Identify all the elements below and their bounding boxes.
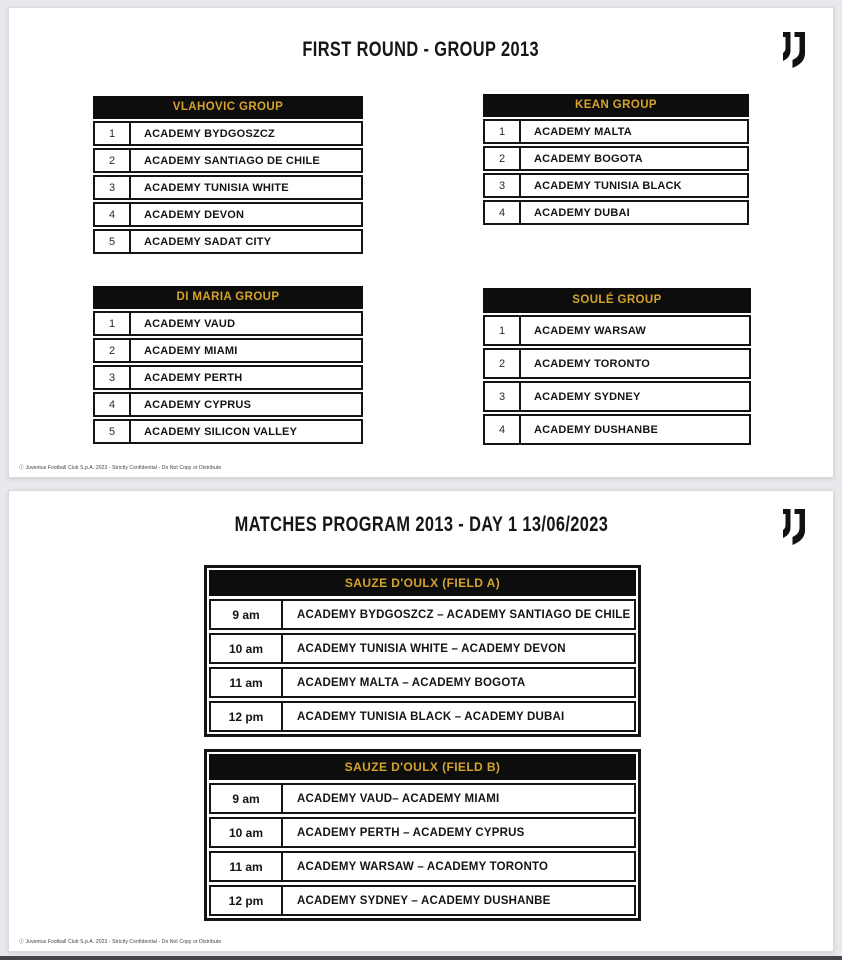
match-fixture: ACADEMY VAUD– ACADEMY MIAMI	[297, 792, 500, 805]
page-title	[9, 38, 833, 62]
table-row	[93, 202, 363, 227]
seed-number: 3	[95, 177, 131, 198]
team-name: ACADEMY PERTH	[144, 371, 243, 384]
seed-number: 2	[95, 340, 131, 361]
match-fixture: ACADEMY WARSAW – ACADEMY TORONTO	[297, 860, 549, 873]
team-name: ACADEMY TUNISIA WHITE	[144, 181, 289, 194]
confidentiality-footer: Ⓙ Juventus Football Club S.p.A. 2023 - Strictly Confidential - Do Not Copy or Distribute	[19, 939, 222, 945]
field-header: SAUZE D'OULX (FIELD B)	[209, 754, 636, 780]
seed-number: 1	[485, 121, 521, 142]
match-row	[209, 817, 636, 848]
match-fixture: ACADEMY TUNISIA WHITE – ACADEMY DEVON	[297, 642, 566, 655]
group-header: VLAHOVIC GROUP	[93, 96, 363, 119]
team-name: ACADEMY DUSHANBE	[534, 423, 659, 436]
match-fixture: ACADEMY TUNISIA BLACK – ACADEMY DUBAI	[297, 710, 565, 723]
match-row	[209, 667, 636, 698]
team-name: ACADEMY TUNISIA BLACK	[534, 179, 682, 192]
table-row	[93, 338, 363, 363]
table-row	[483, 200, 749, 225]
team-name: ACADEMY TORONTO	[534, 357, 651, 370]
team-name: ACADEMY MALTA	[534, 125, 632, 138]
team-name: ACADEMY BOGOTA	[534, 152, 643, 165]
team-name: ACADEMY DEVON	[144, 208, 245, 221]
match-fixture: ACADEMY SYDNEY – ACADEMY DUSHANBE	[297, 894, 551, 907]
schedule-table-field-b	[204, 749, 641, 921]
table-row	[483, 146, 749, 171]
match-fixture: ACADEMY BYDGOSZCZ – ACADEMY SANTIAGO DE CHILE	[297, 608, 631, 621]
table-row	[93, 365, 363, 390]
seed-number: 3	[485, 175, 521, 196]
group-table-kean	[483, 94, 749, 225]
group-table-soule	[483, 288, 751, 445]
schedule-table-field-a	[204, 565, 641, 737]
seed-number: 1	[95, 123, 131, 144]
match-row	[209, 885, 636, 916]
group-header: KEAN GROUP	[483, 94, 749, 117]
team-name: ACADEMY SYDNEY	[534, 390, 641, 403]
table-row	[93, 392, 363, 417]
seed-number: 5	[95, 421, 131, 442]
group-header: SOULÉ GROUP	[483, 288, 751, 313]
match-time: 9 am	[211, 601, 283, 628]
confidentiality-footer: Ⓙ Juventus Football Club S.p.A. 2023 - Strictly Confidential - Do Not Copy or Distribute	[19, 465, 222, 471]
table-row	[93, 121, 363, 146]
seed-number: 4	[95, 394, 131, 415]
page-title	[9, 513, 833, 537]
match-time: 12 pm	[211, 703, 283, 730]
team-name: ACADEMY BYDGOSZCZ	[144, 127, 275, 140]
match-fixture: ACADEMY PERTH – ACADEMY CYPRUS	[297, 826, 525, 839]
team-name: ACADEMY CYPRUS	[144, 398, 252, 411]
group-header: DI MARIA GROUP	[93, 286, 363, 309]
team-name: ACADEMY WARSAW	[534, 324, 646, 337]
team-name: ACADEMY SANTIAGO DE CHILE	[144, 154, 320, 167]
table-row	[93, 148, 363, 173]
match-time: 12 pm	[211, 887, 283, 914]
group-table-di-maria	[93, 286, 363, 444]
table-row	[483, 315, 751, 346]
match-time: 10 am	[211, 635, 283, 662]
next-page-edge	[0, 956, 842, 960]
page-matches-program	[8, 490, 834, 952]
match-time: 10 am	[211, 819, 283, 846]
table-row	[483, 348, 751, 379]
match-row	[209, 701, 636, 732]
team-name: ACADEMY MIAMI	[144, 344, 238, 357]
match-row	[209, 851, 636, 882]
page-first-round-groups	[8, 7, 834, 478]
seed-number: 3	[95, 367, 131, 388]
table-row	[93, 311, 363, 336]
seed-number: 4	[485, 416, 521, 443]
team-name: ACADEMY DUBAI	[534, 206, 630, 219]
juventus-logo-icon	[781, 508, 807, 545]
team-name: ACADEMY VAUD	[144, 317, 236, 330]
match-fixture: ACADEMY MALTA – ACADEMY BOGOTA	[297, 676, 526, 689]
seed-number: 2	[485, 350, 521, 377]
match-row	[209, 783, 636, 814]
match-time: 11 am	[211, 853, 283, 880]
table-row	[483, 119, 749, 144]
table-row	[483, 173, 749, 198]
seed-number: 3	[485, 383, 521, 410]
match-time: 11 am	[211, 669, 283, 696]
table-row	[93, 419, 363, 444]
match-row	[209, 633, 636, 664]
table-row	[483, 414, 751, 445]
group-table-vlahovic	[93, 96, 363, 254]
seed-number: 1	[95, 313, 131, 334]
team-name: ACADEMY SADAT CITY	[144, 235, 272, 248]
field-header: SAUZE D'OULX (FIELD A)	[209, 570, 636, 596]
table-row	[483, 381, 751, 412]
match-time: 9 am	[211, 785, 283, 812]
page-title-text: MATCHES PROGRAM 2013 - DAY 1 13/06/2023	[234, 513, 608, 536]
table-row	[93, 175, 363, 200]
seed-number: 4	[95, 204, 131, 225]
seed-number: 2	[485, 148, 521, 169]
table-row	[93, 229, 363, 254]
juventus-logo-icon	[781, 31, 807, 68]
seed-number: 4	[485, 202, 521, 223]
page-title-text: FIRST ROUND - GROUP 2013	[302, 38, 540, 61]
seed-number: 5	[95, 231, 131, 252]
seed-number: 2	[95, 150, 131, 171]
seed-number: 1	[485, 317, 521, 344]
match-row	[209, 599, 636, 630]
team-name: ACADEMY SILICON VALLEY	[144, 425, 298, 438]
